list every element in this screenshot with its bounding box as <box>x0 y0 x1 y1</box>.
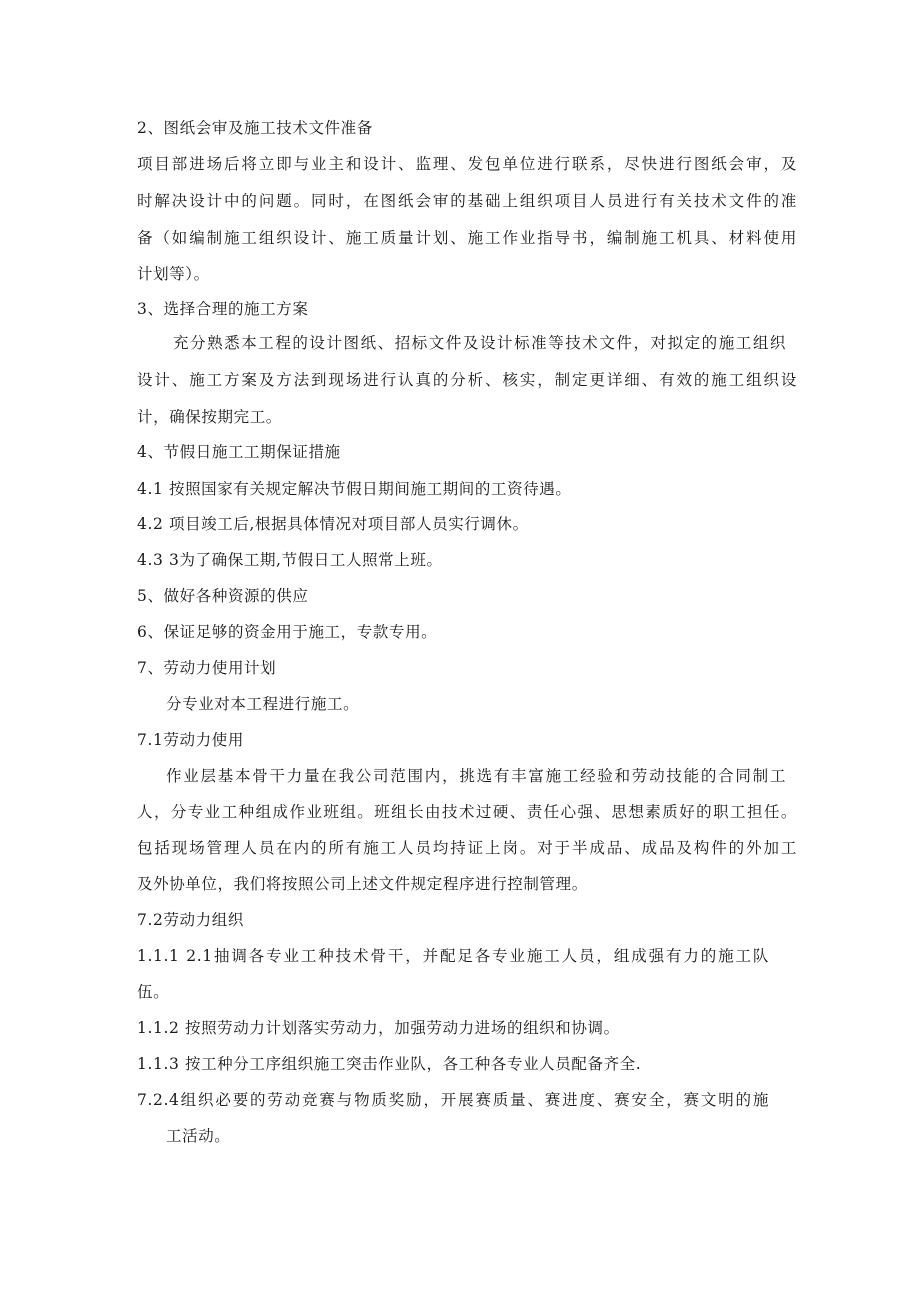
list-item: 7.2.4组织必要的劳动竞赛与物质奖励，开展赛质量、赛进度、赛安全，赛文明的施 <box>137 1091 769 1109</box>
paragraph-line: 设计、施工方案及方法到现场进行认真的分析、核实，制定更详细、有效的施工组织设 <box>137 371 797 389</box>
heading-7-2: 7.2劳动力组织 <box>137 911 244 929</box>
heading-7: 7、劳动力使用计划 <box>137 659 277 677</box>
paragraph-line: 项目部进场后将立即与业主和设计、监理、发包单位进行联系，尽快进行图纸会审，及 <box>137 155 797 173</box>
paragraph-line: 时解决设计中的问题。同时，在图纸会审的基础上组织项目人员进行有关技术文件的准 <box>137 192 797 210</box>
paragraph-line: 包括现场管理人员在内的所有施工人员均持证上岗。对于半成品、成品及构件的外加工 <box>137 839 797 857</box>
paragraph-line: 计划等）。 <box>137 265 210 283</box>
list-item: 1.1.1 2.1抽调各专业工种技术骨干，并配足各专业施工人员，组成强有力的施工队 <box>137 947 769 965</box>
heading-6: 6、保证足够的资金用于施工，专款专用。 <box>137 623 438 641</box>
list-item: 4.3 3为了确保工期,节假日工人照常上班。 <box>137 551 443 569</box>
heading-2: 2、图纸会审及施工技术文件准备 <box>137 119 373 137</box>
heading-7-1: 7.1劳动力使用 <box>137 731 244 749</box>
list-item: 1.1.2 按照劳动力计划落实劳动力，加强劳动力进场的组织和协调。 <box>137 1019 620 1037</box>
heading-4: 4、节假日施工工期保证措施 <box>137 443 341 461</box>
paragraph-line: 充分熟悉本工程的设计图纸、招标文件及设计标准等技术文件，对拟定的施工组织 <box>173 334 786 352</box>
heading-5: 5、做好各种资源的供应 <box>137 587 309 605</box>
list-item: 工活动。 <box>166 1127 231 1145</box>
list-item: 4.1 按照国家有关规定解决节假日期间施工期间的工资待遇。 <box>137 480 572 498</box>
heading-3: 3、选择合理的施工方案 <box>137 300 309 318</box>
paragraph-line: 作业层基本骨干力量在我公司范围内，挑选有丰富施工经验和劳动技能的合同制工 <box>166 767 786 785</box>
list-item: 1.1.3 按工种分工序组织施工突击作业队，各工种各专业人员配备齐全. <box>137 1055 642 1073</box>
paragraph-line: 人，分专业工种组成作业班组。班组长由技术过硬、责任心强、思想素质好的职工担任。 <box>137 803 797 821</box>
paragraph-line: 计，确保按期完工。 <box>137 408 282 426</box>
paragraph-line: 备（如编制施工组织设计、施工质量计划、施工作业指导书，编制施工机具、材料使用 <box>137 229 797 247</box>
list-item: 伍。 <box>137 983 170 1001</box>
paragraph-line: 及外协单位，我们将按照公司上述文件规定程序进行控制管理。 <box>137 875 588 893</box>
paragraph-line: 分专业对本工程进行施工。 <box>166 695 360 713</box>
list-item: 4.2 项目竣工后,根据具体情况对项目部人员实行调休。 <box>137 515 529 533</box>
